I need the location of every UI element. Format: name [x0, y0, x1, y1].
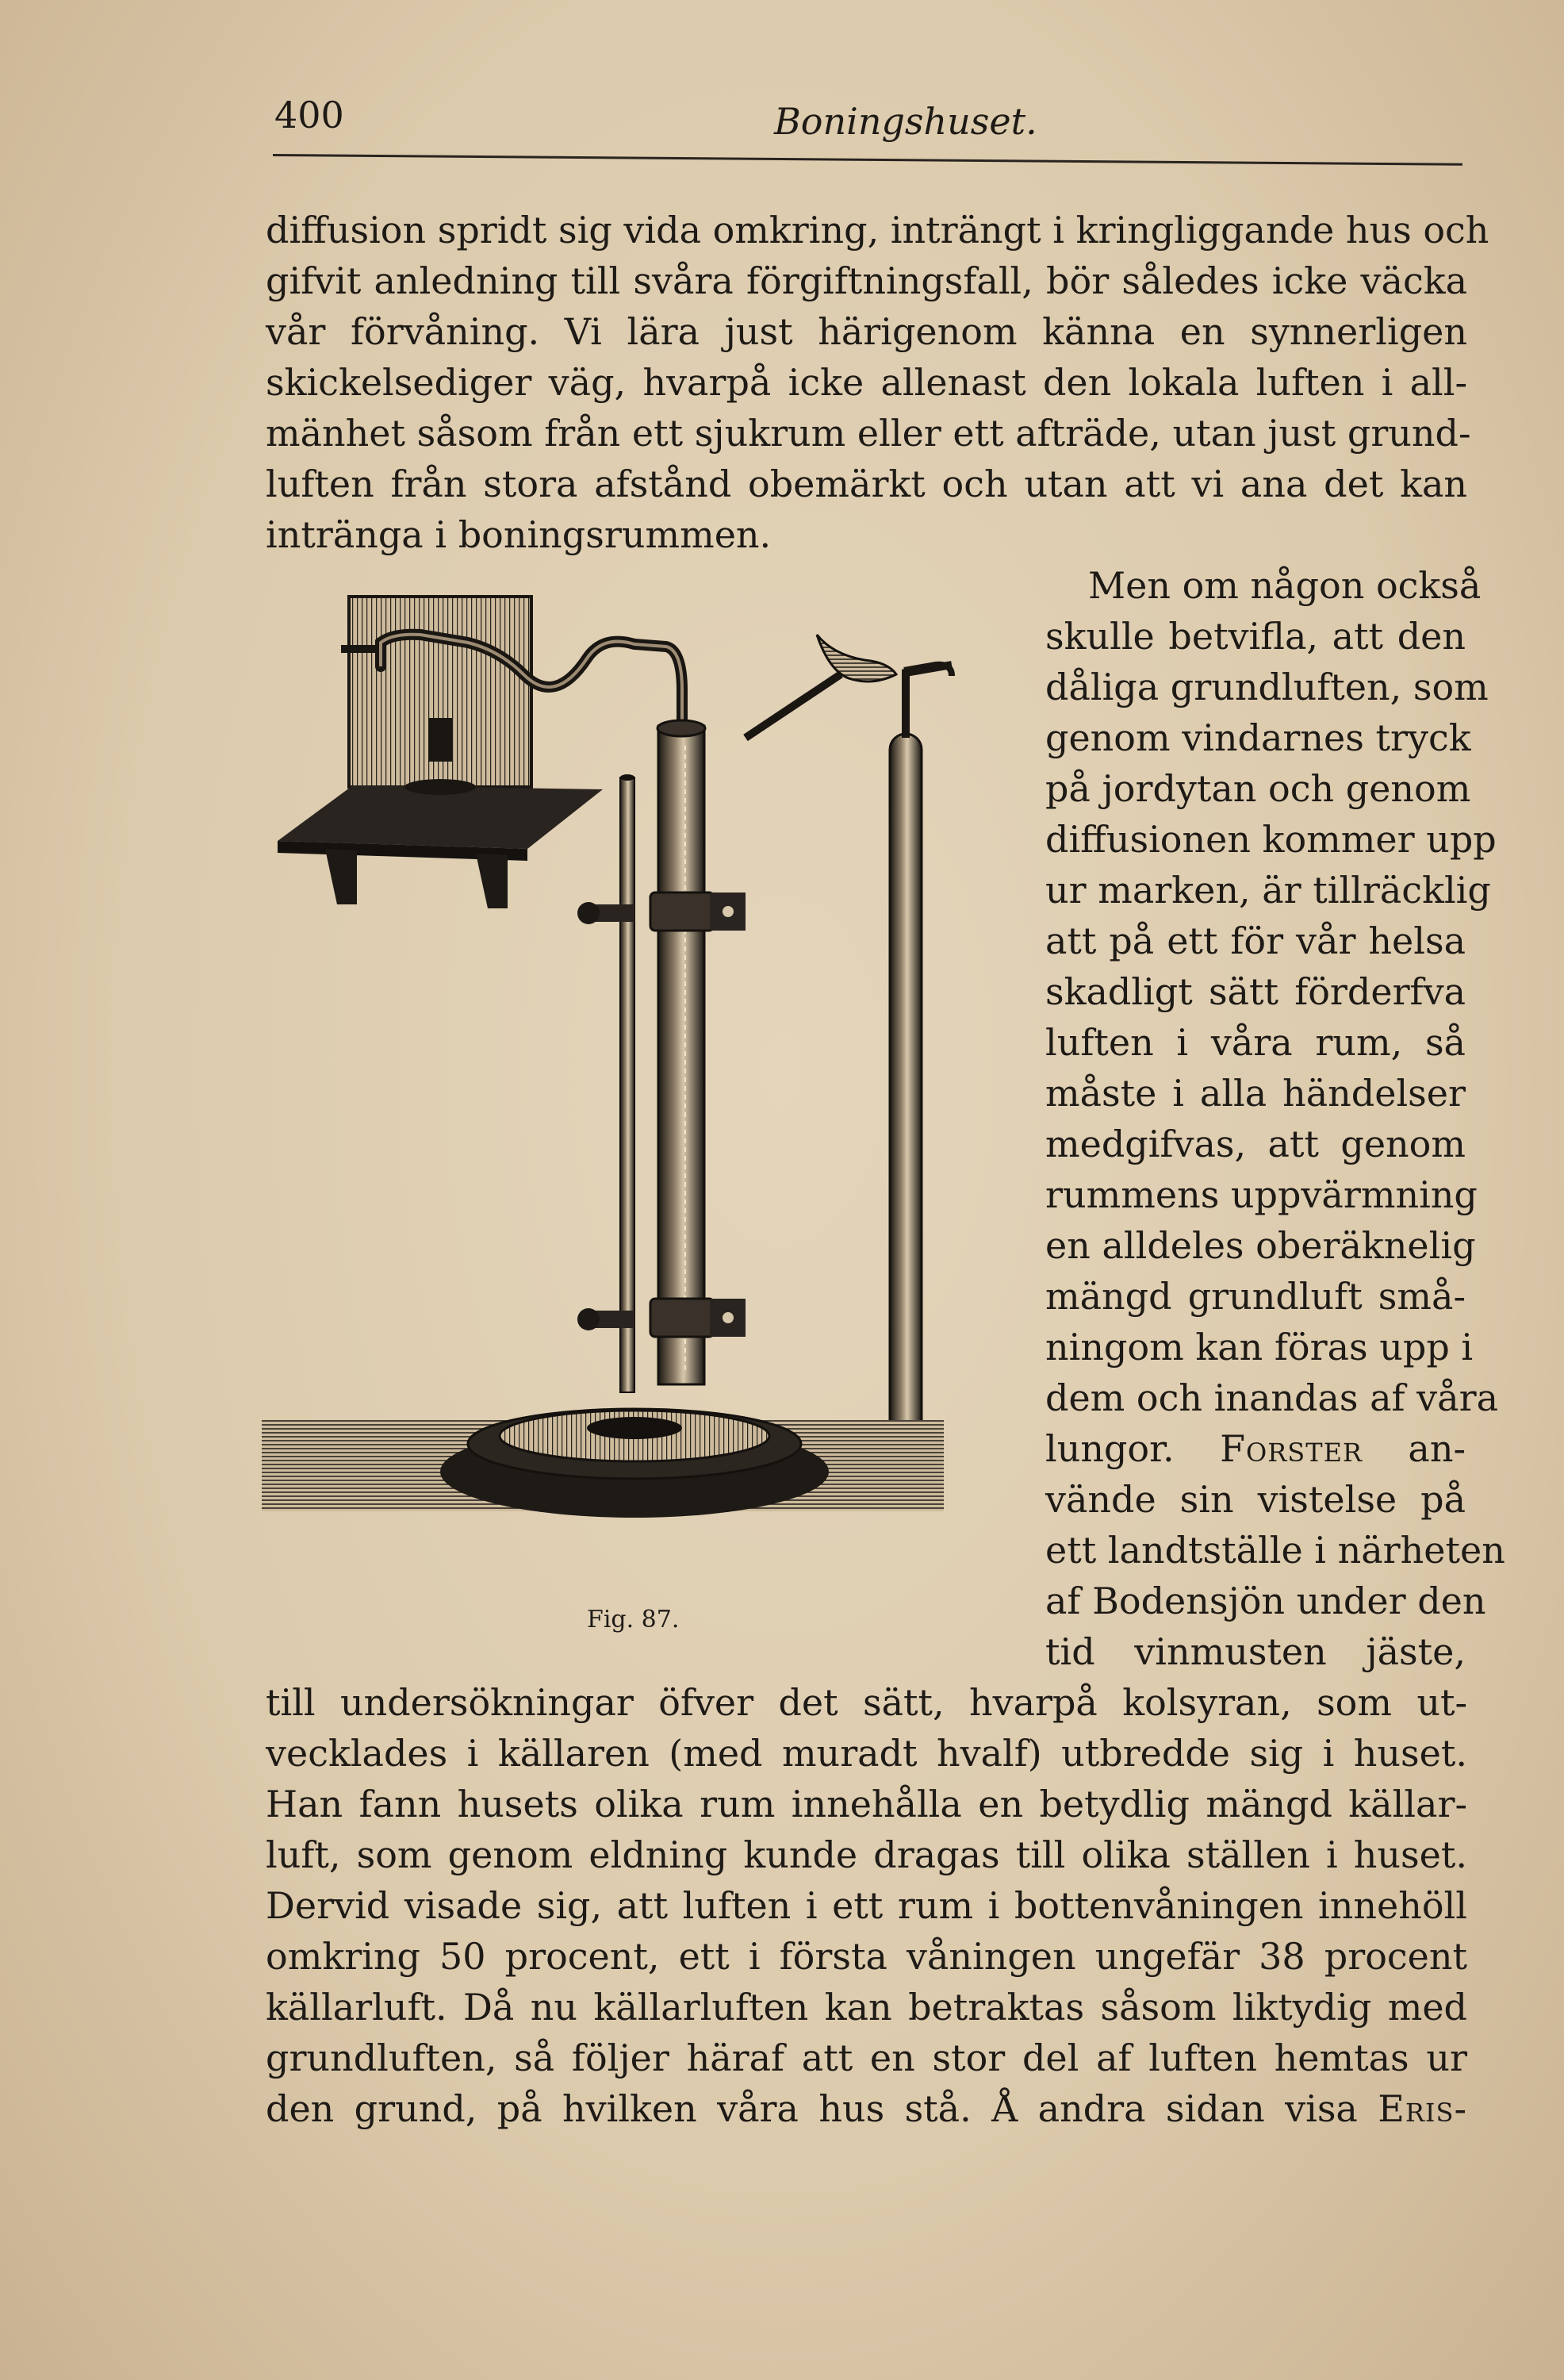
text-line: rummens uppvärmning [1045, 1173, 1478, 1216]
text-line-forster [1045, 1426, 1466, 1471]
text-fragment: lungor. [1045, 1427, 1175, 1470]
text-line: luft, som genom eldning kunde dragas till olika ställen i huset. [266, 1833, 1467, 1876]
text-line: grundluften, så följer häraf att en stor del af luften hemtas ur [266, 2036, 1467, 2079]
text-line: vände sin vistelse på [1045, 1478, 1466, 1521]
running-head: Boningshuset. [774, 100, 1037, 143]
page-number: 400 [274, 94, 344, 136]
text-line: mänhet såsom från ett sjukrum eller ett afträde, utan just grund- [266, 412, 1471, 455]
text-line: medgifvas, att genom [1045, 1123, 1466, 1165]
text-line: af Bodensjön under den [1045, 1580, 1486, 1622]
stand-rod [620, 777, 634, 1392]
text-line: till undersökningar öfver det sätt, hvarpå kolsyran, som ut- [266, 1681, 1467, 1724]
upper-clamp [650, 892, 714, 931]
text-line: skickelsediger väg, hvarpå icke allenast den lokala luften i all- [266, 361, 1467, 404]
text-line: luften från stora afstånd obemärkt och utan att vi ana det kan [266, 463, 1467, 505]
text-fragment: den grund, på hvilken våra hus stå. Å andra sidan visa [266, 2087, 1358, 2130]
text-line: vår förvåning. Vi lära just härigenom känna en synnerligen [266, 310, 1467, 353]
text-line: dem och inandas af våra [1045, 1376, 1499, 1419]
text-line: vecklades i källaren (med muradt hvalf) utbredde sig i huset. [266, 1732, 1467, 1775]
text-line: ett landtställe i närheten [1045, 1529, 1505, 1572]
text-line: skadligt sätt förderfva [1045, 970, 1466, 1013]
text-line: mängd grundluft små- [1045, 1275, 1466, 1318]
text-line: en alldeles oberäknelig [1045, 1224, 1476, 1267]
main-tube [658, 726, 704, 1384]
text-line: Men om någon också [1088, 564, 1482, 607]
text-line: gifvit anledning till svåra förgiftningsfall, bör således icke väcka [266, 259, 1467, 302]
text-line: skulle betvifla, att den [1045, 615, 1466, 658]
text-line: tid vinmusten jäste, [1045, 1630, 1466, 1673]
text-line: ur marken, är tillräcklig [1045, 869, 1491, 912]
text-line: dåliga grundluften, som [1045, 666, 1489, 708]
text-line: inträngа i boningsrummen. [266, 513, 772, 556]
text-line: källarluft. Då nu källarluften kan betraktas såsom liktydig med [266, 1986, 1467, 2029]
text-line: ningom kan föras upp i [1045, 1326, 1474, 1368]
text-line-final [266, 2086, 1467, 2131]
text-fragment: an- [1408, 1427, 1466, 1470]
lower-clamp [650, 1299, 714, 1337]
author-name: Forster [1220, 1427, 1363, 1470]
text-line: att på ett för vår helsa [1045, 919, 1466, 962]
author-name: Eris- [1378, 2087, 1468, 2130]
text-line: Dervid visade sig, att luften i ett rum i bottenvåningen innehöll [266, 1884, 1467, 1927]
text-line: diffusionen kommer upp [1045, 818, 1497, 861]
apparatus-illustration [262, 587, 1039, 1618]
text-line: måste i alla händelser [1045, 1072, 1466, 1115]
text-line: luften i våra rum, så [1045, 1021, 1466, 1064]
side-tube [890, 734, 922, 1484]
text-line: genom vindarnes tryck [1045, 716, 1471, 759]
text-line: omkring 50 procent, ett i första våningen ungefär 38 procent [266, 1935, 1467, 1978]
text-line: på jordytan och genom [1045, 767, 1471, 810]
page-header [274, 94, 1464, 157]
text-line: diffusion spridt sig vida omkring, inträngt i kringliggande hus och [266, 209, 1489, 251]
figure-caption: Fig. 87. [587, 1606, 680, 1633]
text-line: Han fann husets olika rum innehålla en betydlig mängd källar- [266, 1783, 1467, 1825]
